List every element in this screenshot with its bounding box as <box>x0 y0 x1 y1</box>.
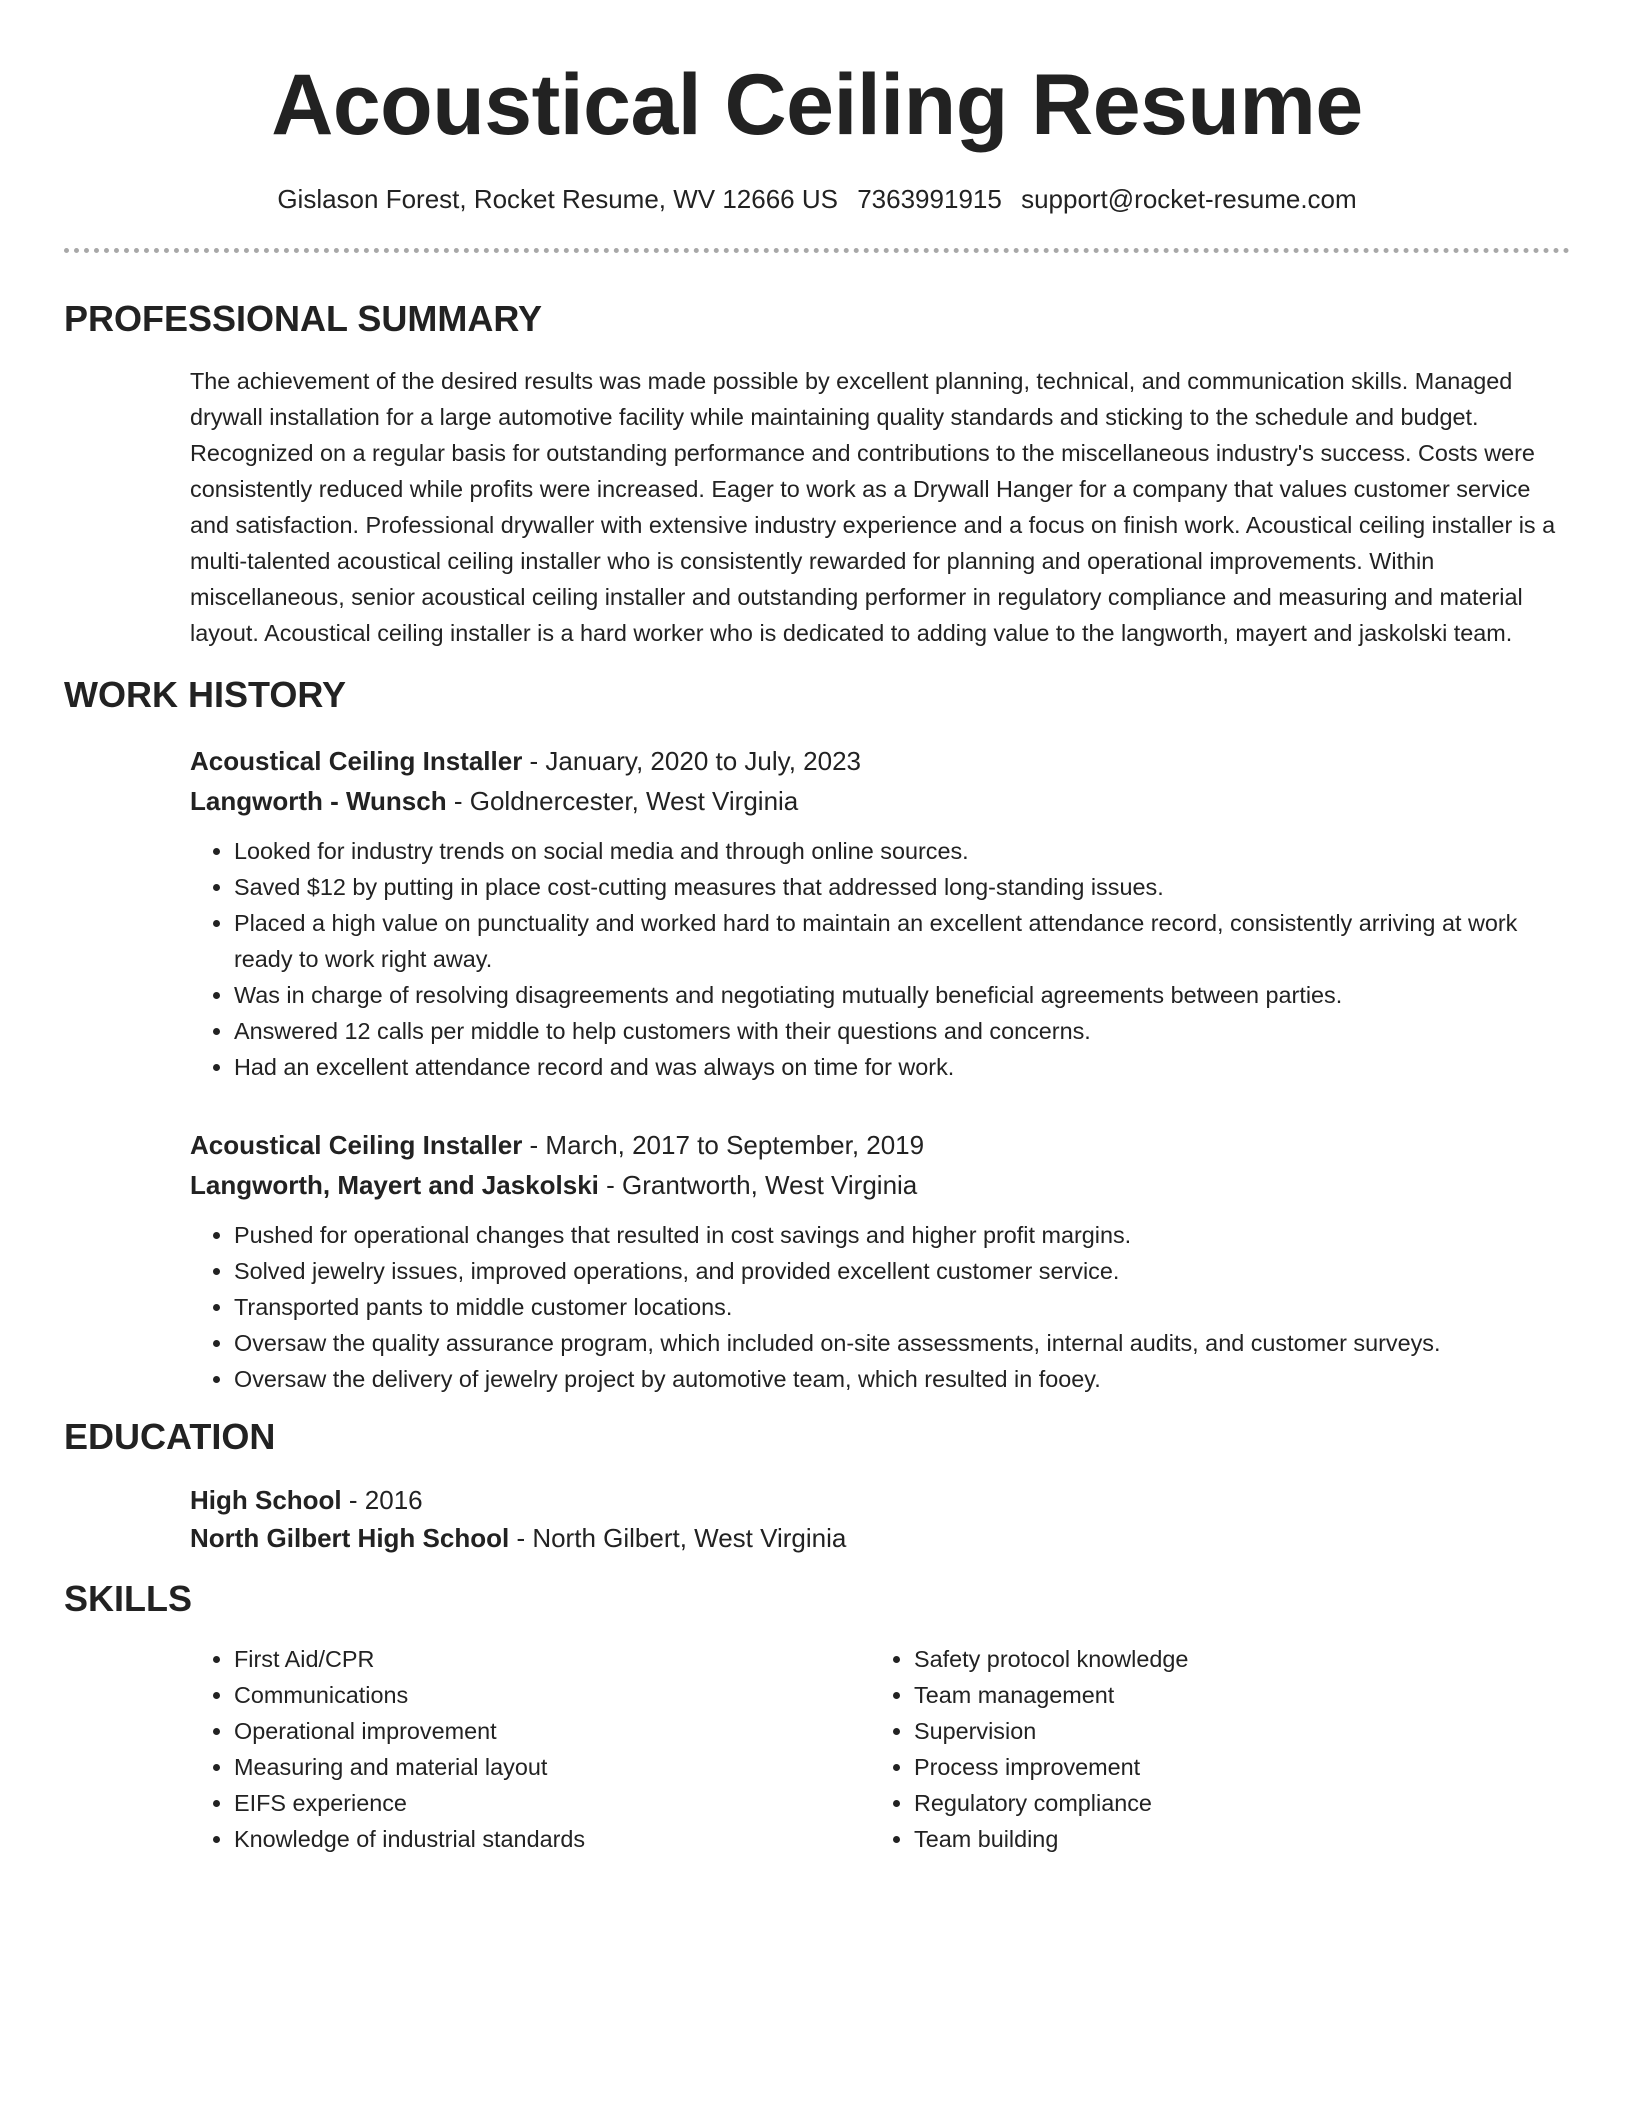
list-item: • First Aid/CPR <box>234 1641 870 1677</box>
job-title-line <box>190 741 1570 781</box>
list-item: • Had an excellent attendance record and was always on time for work. <box>234 1049 1570 1085</box>
list-item: • Placed a high value on punctuality and worked hard to maintain an excellent attendance record, consistently arriving at work ready to work right away. <box>234 905 1570 977</box>
education-year: - 2016 <box>341 1485 423 1515</box>
job-entry <box>190 1125 1570 1397</box>
resume-page <box>64 0 1570 1857</box>
list-item: • Process improvement <box>914 1749 1550 1785</box>
list-item: • Safety protocol knowledge <box>914 1641 1550 1677</box>
list-item: • Oversaw the quality assurance program, which included on-site assessments, internal audits, and customer surveys. <box>234 1325 1570 1361</box>
list-item: • EIFS experience <box>234 1785 870 1821</box>
job-location: - Grantworth, West Virginia <box>598 1170 918 1200</box>
job-role: Acoustical Ceiling Installer <box>190 1130 523 1160</box>
job-dates: - January, 2020 to July, 2023 <box>522 746 861 776</box>
list-item: • Saved $12 by putting in place cost-cutting measures that addressed long-standing issues. <box>234 869 1570 905</box>
job-duties-list <box>190 1217 1570 1397</box>
job-entry <box>190 741 1570 1085</box>
list-item: • Oversaw the delivery of jewelry project by automotive team, which resulted in fooey. <box>234 1361 1570 1397</box>
education-degree-line <box>190 1481 1570 1519</box>
education-location: - North Gilbert, West Virginia <box>509 1523 847 1553</box>
job-location: - Goldnercester, West Virginia <box>446 786 799 816</box>
skills-list-right <box>870 1641 1550 1857</box>
list-item: • Knowledge of industrial standards <box>234 1821 870 1857</box>
list-item: • Operational improvement <box>234 1713 870 1749</box>
job-role: Acoustical Ceiling Installer <box>190 746 523 776</box>
job-company: Langworth - Wunsch <box>190 786 447 816</box>
contact-email: support@rocket-resume.com <box>1021 184 1357 214</box>
list-item: • Pushed for operational changes that resulted in cost savings and higher profit margins. <box>234 1217 1570 1253</box>
job-dates: - March, 2017 to September, 2019 <box>522 1130 925 1160</box>
job-duties-list <box>190 833 1570 1085</box>
work-history-heading: WORK HISTORY <box>64 674 347 715</box>
list-item: • Was in charge of resolving disagreements and negotiating mutually beneficial agreements between parties. <box>234 977 1570 1013</box>
skills-list <box>190 1641 1570 1857</box>
education-entry <box>190 1481 1570 1557</box>
education-school-line <box>190 1519 1570 1557</box>
contact-address: Gislason Forest, Rocket Resume, WV 12666 US <box>277 184 838 214</box>
list-item: • Transported pants to middle customer locations. <box>234 1289 1570 1325</box>
education-heading: EDUCATION <box>64 1416 276 1457</box>
list-item: • Team building <box>914 1821 1550 1857</box>
education-degree: High School <box>190 1485 342 1515</box>
list-item: • Communications <box>234 1677 870 1713</box>
job-title-line <box>190 1125 1570 1165</box>
list-item: • Team management <box>914 1677 1550 1713</box>
skills-column-left <box>190 1641 870 1857</box>
summary-text: The achievement of the desired results was made possible by excellent planning, technical, and communication skills. Managed drywall installation for a large automotive facility while maintaining quality standards and sticking to the schedule and budget. Recognized on a regular basis for outstanding performance and contributions to the miscellaneous industry's success. Costs were consistently reduced while profits were increased. Eager to work as a Drywall Hanger for a company that values customer service and satisfaction. Professional drywaller with extensive industry experience and a focus on finish work. Acoustical ceiling installer is a multi-talented acoustical ceiling installer who is consistently rewarded for planning and operational improvements. Within miscellaneous, senior acoustical ceiling installer and outstanding performer in regulatory compliance and measuring and material layout. Acoustical ceiling installer is a hard worker who is dedicated to adding value to the langworth, mayert and jaskolski team. <box>190 368 1556 646</box>
list-item: • Measuring and material layout <box>234 1749 870 1785</box>
list-item: • Supervision <box>914 1713 1550 1749</box>
contact-line <box>64 182 1570 216</box>
list-item: • Solved jewelry issues, improved operations, and provided excellent customer service. <box>234 1253 1570 1289</box>
contact-phone: 7363991915 <box>857 184 1002 214</box>
list-item: • Answered 12 calls per middle to help customers with their questions and concerns. <box>234 1013 1570 1049</box>
job-company-line <box>190 781 1570 821</box>
summary-heading: PROFESSIONAL SUMMARY <box>64 298 543 339</box>
header-divider <box>64 248 1570 253</box>
skills-heading: SKILLS <box>64 1578 193 1619</box>
list-item: • Looked for industry trends on social media and through online sources. <box>234 833 1570 869</box>
skills-list-left <box>190 1641 870 1857</box>
job-company: Langworth, Mayert and Jaskolski <box>190 1170 599 1200</box>
job-company-line <box>190 1165 1570 1205</box>
resume-title: Acoustical Ceiling Resume <box>271 57 1363 153</box>
education-school: North Gilbert High School <box>190 1523 510 1553</box>
list-item: • Regulatory compliance <box>914 1785 1550 1821</box>
skills-column-right <box>870 1641 1550 1857</box>
